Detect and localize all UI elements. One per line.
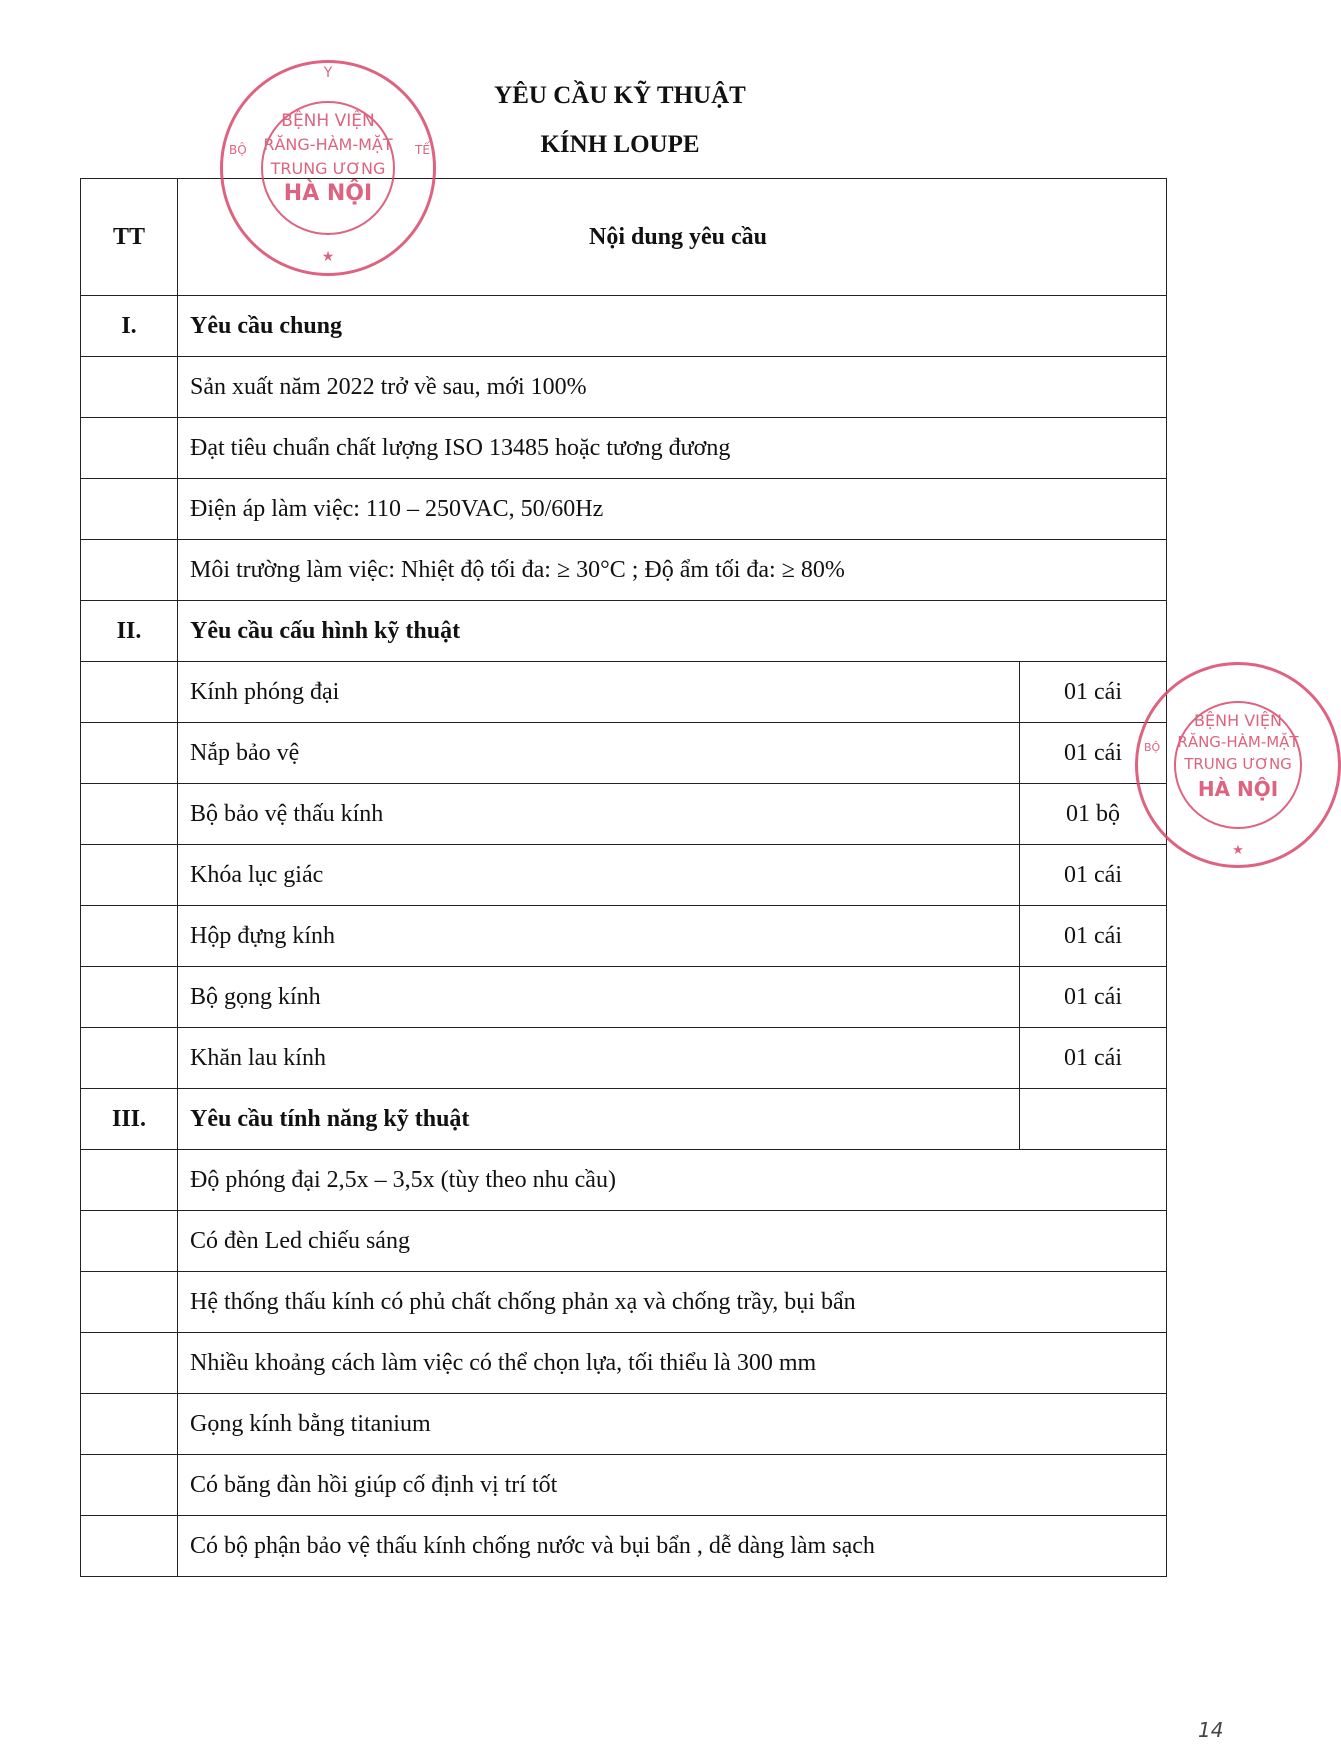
row-number-cell bbox=[81, 845, 178, 906]
section-number: I. bbox=[81, 296, 178, 357]
requirement-text: Có bộ phận bảo vệ thấu kính chống nước và bụi bẩn , dễ dàng làm sạch bbox=[178, 1516, 1167, 1577]
row-number-cell bbox=[81, 357, 178, 418]
stamp-rim-top: Y bbox=[323, 65, 333, 81]
stamp-line-4: HÀ NỘI bbox=[1197, 777, 1279, 801]
header-content: Nội dung yêu cầu bbox=[178, 179, 1167, 296]
requirement-text: Gọng kính bằng titanium bbox=[178, 1394, 1167, 1455]
section-title: Yêu cầu tính năng kỹ thuật bbox=[178, 1089, 1020, 1150]
hospital-stamp-edge bbox=[1135, 662, 1341, 868]
stamp-line-4: HÀ NỘI bbox=[283, 181, 373, 206]
requirements-table bbox=[80, 178, 1167, 1577]
requirement-text: Môi trường làm việc: Nhiệt độ tối đa: ≥ 30°C ; Độ ẩm tối đa: ≥ 80% bbox=[178, 540, 1167, 601]
star-icon: ★ bbox=[1232, 843, 1244, 858]
row-number-cell bbox=[81, 540, 178, 601]
section-title: Yêu cầu cấu hình kỹ thuật bbox=[178, 601, 1167, 662]
table-row bbox=[81, 479, 1167, 540]
requirement-text: Nhiều khoảng cách làm việc có thể chọn lựa, tối thiểu là 300 mm bbox=[178, 1333, 1167, 1394]
row-number-cell bbox=[81, 1028, 178, 1089]
stamp-line-3: TRUNG ƯƠNG bbox=[270, 159, 386, 178]
table-row bbox=[81, 418, 1167, 479]
requirement-text: Hộp đựng kính bbox=[178, 906, 1020, 967]
quantity-cell: 01 cái bbox=[1020, 723, 1167, 784]
section-row bbox=[81, 296, 1167, 357]
requirement-text: Khăn lau kính bbox=[178, 1028, 1020, 1089]
table-row bbox=[81, 723, 1167, 784]
row-number-cell bbox=[81, 967, 178, 1028]
section-row bbox=[81, 601, 1167, 662]
requirement-text: Có băng đàn hồi giúp cố định vị trí tốt bbox=[178, 1455, 1167, 1516]
table-row bbox=[81, 1028, 1167, 1089]
document-title: YÊU CẦU KỸ THUẬT bbox=[494, 82, 746, 109]
star-icon: ★ bbox=[321, 249, 335, 265]
row-number-cell bbox=[81, 1333, 178, 1394]
table-row bbox=[81, 1455, 1167, 1516]
requirement-text: Bộ bảo vệ thấu kính bbox=[178, 784, 1020, 845]
table-row bbox=[81, 1272, 1167, 1333]
table-row bbox=[81, 1516, 1167, 1577]
quantity-cell: 01 cái bbox=[1020, 906, 1167, 967]
requirement-text: Kính phóng đại bbox=[178, 662, 1020, 723]
row-number-cell bbox=[81, 1272, 178, 1333]
table-row bbox=[81, 906, 1167, 967]
requirement-text: Khóa lục giác bbox=[178, 845, 1020, 906]
section-number: II. bbox=[81, 601, 178, 662]
stamp-line-1: BỆNH VIỆN bbox=[1194, 711, 1282, 730]
header-tt: TT bbox=[81, 179, 178, 296]
requirement-text: Độ phóng đại 2,5x – 3,5x (tùy theo nhu cầu) bbox=[178, 1150, 1167, 1211]
row-number-cell bbox=[81, 1455, 178, 1516]
requirement-text: Nắp bảo vệ bbox=[178, 723, 1020, 784]
requirement-text: Bộ gọng kính bbox=[178, 967, 1020, 1028]
requirement-text: Hệ thống thấu kính có phủ chất chống phản xạ và chống trầy, bụi bẩn bbox=[178, 1272, 1167, 1333]
stamp-rim-left: BỘ bbox=[1144, 741, 1161, 754]
stamp-line-3: TRUNG ƯƠNG bbox=[1184, 755, 1292, 773]
row-number-cell bbox=[81, 906, 178, 967]
quantity-cell: 01 cái bbox=[1020, 845, 1167, 906]
row-number-cell bbox=[81, 784, 178, 845]
quantity-cell: 01 bộ bbox=[1020, 784, 1167, 845]
table-row bbox=[81, 1333, 1167, 1394]
row-number-cell bbox=[81, 1394, 178, 1455]
table-row bbox=[81, 357, 1167, 418]
row-number-cell bbox=[81, 1211, 178, 1272]
row-number-cell bbox=[81, 1150, 178, 1211]
row-number-cell bbox=[81, 479, 178, 540]
hospital-stamp bbox=[220, 60, 436, 276]
section-title: Yêu cầu chung bbox=[178, 296, 1167, 357]
table-row bbox=[81, 1211, 1167, 1272]
section-row bbox=[81, 1089, 1167, 1150]
stamp-line-2: RĂNG-HÀM-MẶT bbox=[1177, 733, 1299, 751]
table-row bbox=[81, 1150, 1167, 1211]
table-row bbox=[81, 662, 1167, 723]
stamp-rim-left: BỘ bbox=[229, 143, 247, 157]
quantity-cell: 01 cái bbox=[1020, 662, 1167, 723]
row-number-cell bbox=[81, 662, 178, 723]
requirement-text: Điện áp làm việc: 110 – 250VAC, 50/60Hz bbox=[178, 479, 1167, 540]
document-subtitle: KÍNH LOUPE bbox=[540, 131, 700, 158]
quantity-cell: 01 cái bbox=[1020, 967, 1167, 1028]
table-row bbox=[81, 784, 1167, 845]
table-row bbox=[81, 1394, 1167, 1455]
requirement-text: Sản xuất năm 2022 trở về sau, mới 100% bbox=[178, 357, 1167, 418]
requirement-text: Có đèn Led chiếu sáng bbox=[178, 1211, 1167, 1272]
stamp-line-2: RĂNG-HÀM-MẶT bbox=[263, 135, 393, 154]
stamp-line-1: BỆNH VIỆN bbox=[281, 111, 375, 131]
section-number: III. bbox=[81, 1089, 178, 1150]
row-number-cell bbox=[81, 723, 178, 784]
quantity-cell: 01 cái bbox=[1020, 1028, 1167, 1089]
requirement-text: Đạt tiêu chuẩn chất lượng ISO 13485 hoặc tương đương bbox=[178, 418, 1167, 479]
table-row bbox=[81, 540, 1167, 601]
page-number: 14 bbox=[1198, 1718, 1224, 1742]
stamp-rim-right: TẾ bbox=[415, 143, 430, 157]
row-number-cell bbox=[81, 1516, 178, 1577]
table-row bbox=[81, 845, 1167, 906]
row-number-cell bbox=[81, 418, 178, 479]
table-row bbox=[81, 967, 1167, 1028]
empty-cell bbox=[1020, 1089, 1167, 1150]
